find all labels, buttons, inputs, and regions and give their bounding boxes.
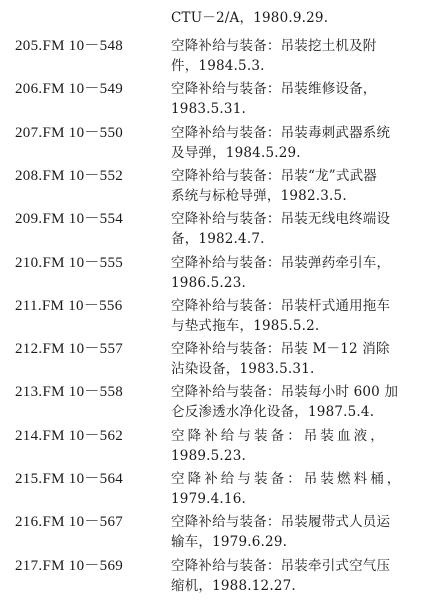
entry-code: 208.FM 10－552 bbox=[15, 168, 124, 184]
entry-detail: 及导弹，1984.5.29. bbox=[171, 145, 301, 161]
entry-title: 空降补给与装备：吊装维修设备， bbox=[171, 81, 377, 97]
entry-detail: 件，1984.5.3. bbox=[171, 58, 265, 74]
entry-title: 空降补给与装备：吊装履带式人员运 bbox=[171, 514, 391, 530]
entry-detail: 仑反渗透水净化设备，1987.5.4. bbox=[171, 404, 375, 420]
entry-detail: 备，1982.4.7. bbox=[171, 231, 265, 247]
entry-detail: 缩机，1988.12.27. bbox=[171, 578, 296, 594]
entry-code: 205.FM 10－548 bbox=[15, 38, 124, 54]
entry-title: 空降补给与装备：吊装血液， bbox=[171, 428, 387, 444]
entry-code: 216.FM 10－567 bbox=[15, 514, 124, 530]
continued-text: CTU－2/A，1980.9.29. bbox=[171, 10, 329, 26]
entry-title: 空降补给与装备：吊装无线电终端设 bbox=[171, 211, 391, 227]
entry-title: 空降补给与装备：吊装燃料桶， bbox=[171, 471, 404, 487]
entry-title: 空降补给与装备：吊装每小时 600 加 bbox=[171, 384, 399, 400]
entry-code: 215.FM 10－564 bbox=[15, 471, 124, 487]
entry-detail: 1989.5.23. bbox=[171, 448, 246, 464]
entry-code: 212.FM 10－557 bbox=[15, 341, 124, 357]
entry-title: 空降补给与装备：吊装“龙”式武器 bbox=[171, 168, 378, 184]
entry-title: 空降补给与装备：吊装毒刺武器系统 bbox=[171, 125, 391, 141]
entry-detail: 系统与标枪导弹，1982.3.5. bbox=[171, 188, 347, 204]
entry-detail: 1986.5.23. bbox=[171, 275, 246, 291]
entry-title: 空降补给与装备：吊装 M－12 消除 bbox=[171, 341, 390, 357]
entry-code: 210.FM 10－555 bbox=[15, 255, 124, 271]
entry-code: 217.FM 10－569 bbox=[15, 558, 124, 574]
entry-detail: 与垫式拖车，1985.5.2. bbox=[171, 318, 320, 334]
entry-detail: 沾染设备，1983.5.31. bbox=[171, 361, 315, 377]
entry-code: 206.FM 10－549 bbox=[15, 81, 124, 97]
entry-code: 213.FM 10－558 bbox=[15, 384, 124, 400]
entry-title: 空降补给与装备：吊装弹药牵引车， bbox=[171, 255, 391, 271]
entry-code: 211.FM 10－556 bbox=[15, 298, 123, 314]
entry-title: 空降补给与装备：吊装牵引式空气压 bbox=[171, 558, 391, 574]
entry-title: 空降补给与装备：吊装杆式通用拖车 bbox=[171, 298, 391, 314]
entry-code: 209.FM 10－554 bbox=[15, 211, 124, 227]
entry-code: 207.FM 10－550 bbox=[15, 125, 124, 141]
entry-detail: 1979.4.16. bbox=[171, 491, 246, 507]
entry-detail: 输车，1979.6.29. bbox=[171, 534, 288, 550]
entry-detail: 1983.5.31. bbox=[171, 101, 246, 117]
entry-title: 空降补给与装备：吊装挖土机及附 bbox=[171, 38, 377, 54]
entry-code: 214.FM 10－562 bbox=[15, 428, 124, 444]
